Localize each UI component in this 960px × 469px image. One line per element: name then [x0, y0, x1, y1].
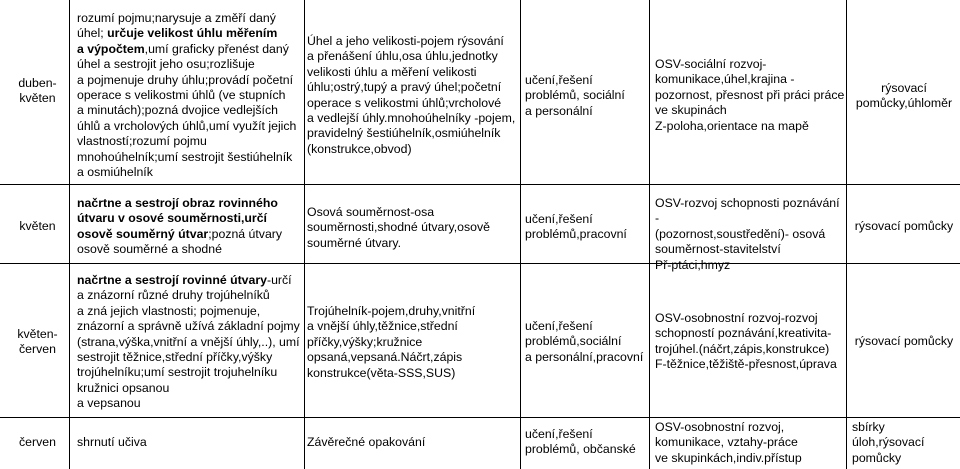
column-divider: [520, 0, 521, 469]
outputs-text-bold: načrtne a sestrojí obraz rovinného útvaru v osové souměrnosti,určí osově souměrný útvar: [77, 196, 278, 241]
row-divider: [0, 184, 960, 185]
aids-cell: rýsovací pomůcky: [854, 334, 954, 348]
cross-curricular-cell: OSV-sociální rozvoj- komunikace,úhel,krajina - pozornost, přesnost při práci práce ve skupinách Z-poloha,orientace na mapě: [655, 57, 845, 133]
outputs-text: -určí a znázorní různé druhy trojúhelníků a zná jejich vlastnosti; pojmenuje, znázorní a správně užívá základní pojmy (strana,výška,vnitřní a vnější úhly,..), umí sestrojit těžnice,střední příčky,výšky trojúhelníku;umí sestrojit trojuhelníku kružnici opsanou a vepsanou: [77, 273, 300, 411]
aids-cell: rýsovací pomůcky: [854, 219, 954, 233]
topic-cell: Trojúhelník-pojem,druhy,vnitřní a vnější úhly,těžnice,střední příčky,výšky;kružnice opsaná,vepsaná.Náčrt,zápis konstrukce(věta-SSS,SUS): [307, 304, 476, 380]
cross-curricular-cell: OSV-osobnostní rozvoj-rozvoj schopností poznávání,kreativita- trojúhel.(náčrt,zápis,konstrukce) F-těžnice,těžiště-přesnost,úprava: [655, 311, 837, 372]
outputs-text-bold: určuje velikost úhlu měřením a výpočtem: [77, 26, 278, 56]
column-divider: [846, 0, 847, 469]
competences-cell: učení,řešení problémů, sociální a personální: [525, 73, 625, 118]
column-divider: [304, 0, 305, 469]
aids-cell: rýsovací pomůcky,úhloměr: [855, 81, 953, 111]
outputs-text: rozumí pojmu;narysuje a změří daný úhel;: [77, 11, 276, 41]
outputs-text-bold: načrtne a sestrojí rovinné útvary: [77, 273, 267, 287]
competences-cell: učení,řešení problémů,sociální a personální,pracovní: [525, 319, 644, 364]
outputs-text: ;pozná útvary osově souměrné a shodné: [77, 226, 283, 257]
month-cell: květen: [19, 219, 56, 233]
topic-cell: Závěrečné opakování: [307, 435, 426, 449]
row-divider: [0, 417, 960, 418]
outputs-cell: [77, 196, 302, 258]
month-cell: červen: [19, 435, 56, 449]
outputs-text: ,umí graficky přenést daný úhel a sestrojit jeho osu;rozlišuje a pojmenuje druhy úhlu;provádí početní operace s velikostmi úhlů (ve stupních a minutách);pozná dvojice vedlejších úhlů a vrcholových úhlů,umí využít jejich vlastností;rozumí pojmu mnohoúhelník;umí sestrojit šestiúhelník a osmiúhelník: [77, 41, 297, 180]
aids-cell: sbírky úloh,rýsovací pomůcky: [852, 420, 925, 465]
column-divider: [69, 0, 70, 469]
month-cell: květen- červen: [17, 327, 58, 357]
competences-cell: učení,řešení problémů,pracovní: [525, 212, 627, 242]
outputs-text: shrnutí učiva: [77, 435, 147, 449]
column-divider: [649, 0, 650, 469]
outputs-cell: [77, 273, 302, 412]
competences-cell: učení,řešení problémů, občanské: [525, 427, 636, 457]
outputs-cell: [77, 11, 302, 180]
cross-curricular-cell: OSV-osobnostní rozvoj, komunikace, vztahy-práce ve skupinkách,indiv.přístup: [655, 420, 802, 465]
topic-cell: Úhel a jeho velikosti-pojem rýsování a přenášení úhlu,osa úhlu,jednotky velikosti úhlu a měření velikosti úhlu;ostrý,tupý a pravý úhel;početní operace s velikostmi úhlů;vrcholové a vedlejší úhly.mnohoúhelníky -pojem, pravidelný šestiúhelník,osmiúhelník (konstrukce,obvod): [307, 34, 516, 156]
outputs-cell: [77, 435, 302, 450]
cross-curricular-cell: OSV-rozvoj schopnosti poznávání - (pozornost,soustředění)- osová souměrnost-stavitelství Př-ptáci,hmyz: [655, 196, 840, 272]
topic-cell: Osová souměrnost-osa souměrnosti,shodné útvary,osově souměrné útvary.: [307, 205, 490, 250]
month-cell: duben- květen: [18, 76, 57, 106]
